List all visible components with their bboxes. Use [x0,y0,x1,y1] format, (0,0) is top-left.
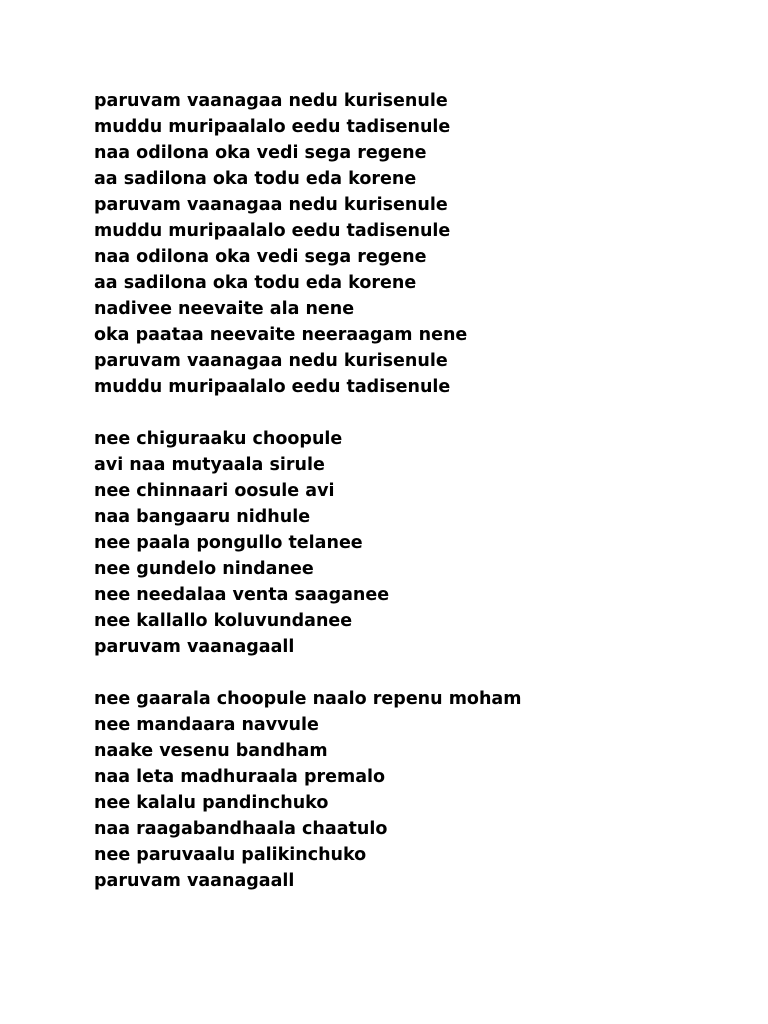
lyric-line: nee mandaara navvule [94,715,319,735]
lyric-line: nee paala pongullo telanee [94,533,363,553]
lyric-line: aa sadilona oka todu eda korene [94,273,417,293]
lyric-line: naa raagabandhaala chaatulo [94,819,388,839]
lyric-line: naake vesenu bandham [94,741,328,761]
lyric-line: nee gundelo nindanee [94,559,314,579]
lyric-line: nee paruvaalu palikinchuko [94,845,367,865]
lyric-line: oka paataa neevaite neeraagam nene [94,325,468,345]
lyric-line: paruvam vaanagaa nedu kurisenule [94,91,448,111]
lyric-line: nee chinnaari oosule avi [94,481,335,501]
lyric-line: naa odilona oka vedi sega regene [94,143,427,163]
lyric-line: nee gaarala choopule naalo repenu moham [94,689,522,709]
lyric-line: nee chiguraaku choopule [94,429,343,449]
stanza-1 [94,88,734,400]
lyric-line: muddu muripaalalo eedu tadisenule [94,221,451,241]
lyric-line: aa sadilona oka todu eda korene [94,169,417,189]
lyrics-text [94,88,734,920]
lyric-line: paruvam vaanagaa nedu kurisenule [94,195,448,215]
lyric-line: nee kallallo koluvundanee [94,611,353,631]
lyric-line: nee kalalu pandinchuko [94,793,329,813]
stanza-2 [94,426,734,660]
lyric-line: naa bangaaru nidhule [94,507,311,527]
lyric-line: paruvam vaanagaa nedu kurisenule [94,351,448,371]
lyric-line: paruvam vaanagaall [94,637,295,657]
stanza-3 [94,686,734,894]
lyric-line: nadivee neevaite ala nene [94,299,355,319]
lyric-line: muddu muripaalalo eedu tadisenule [94,117,451,137]
lyric-line: naa odilona oka vedi sega regene [94,247,427,267]
lyric-line: muddu muripaalalo eedu tadisenule [94,377,451,397]
lyric-line: nee needalaa venta saaganee [94,585,390,605]
lyric-line: naa leta madhuraala premalo [94,767,386,787]
lyric-line: paruvam vaanagaall [94,871,295,891]
lyric-line: avi naa mutyaala sirule [94,455,325,475]
